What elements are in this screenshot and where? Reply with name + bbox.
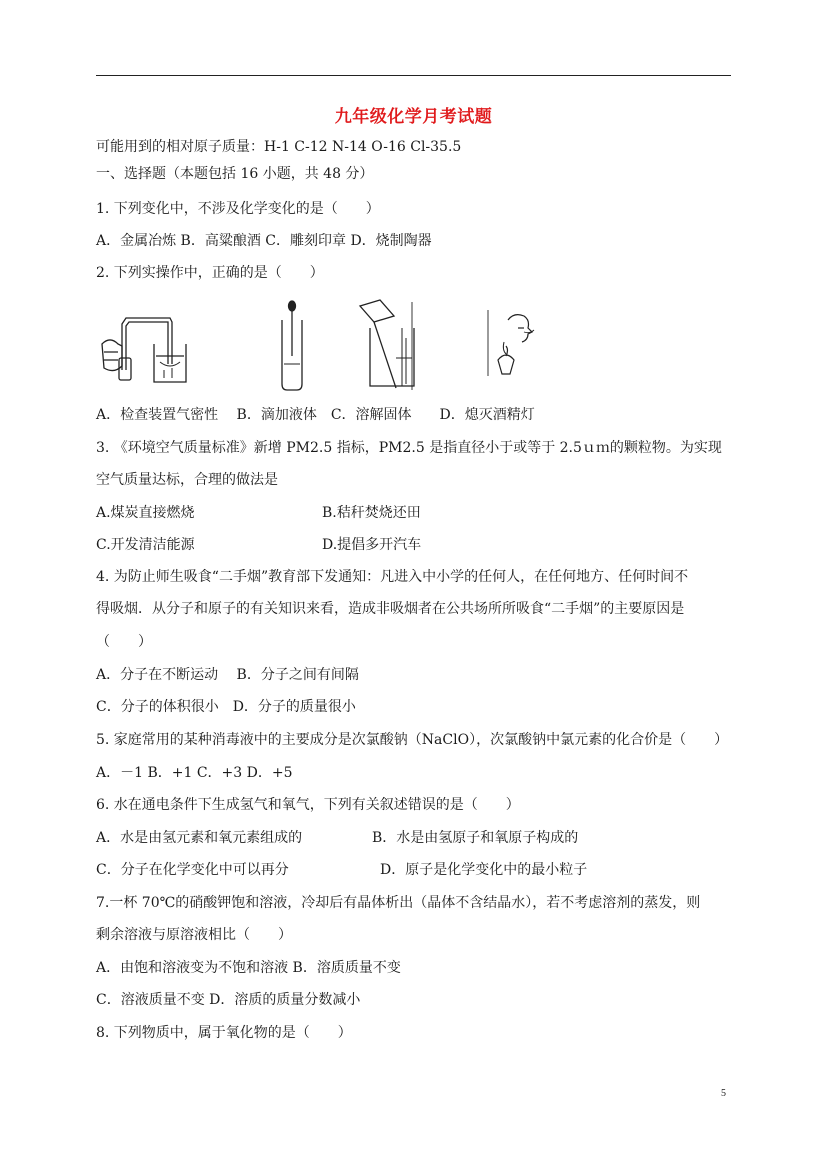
airtightness-check-figure [100,304,190,386]
q1-options: A．金属冶炼 B．高粱酿酒 C．雕刻印章 D．烧制陶器 [96,233,432,249]
q3-option-c: C.开发清洁能源 [96,537,195,553]
dropper-figure [272,298,310,392]
q6-option-d: D．原子是化学变化中的最小粒子 [380,862,588,878]
q3-stem-line2: 空气质量达标，合理的做法是 [96,472,278,488]
q4-stem-line3: （ ） [96,634,152,650]
q3-option-a: A.煤炭直接燃烧 [96,505,195,521]
q4-options-line1: A．分子在不断运动 B．分子之间有间隔 [96,667,359,683]
q3-option-b: B.秸秆焚烧还田 [322,505,421,521]
section-header: 一、选择题（本题包括 16 小题，共 48 分） [96,166,374,182]
q7-options-line1: A．由饱和溶液变为不饱和溶液 B．溶质质量不变 [96,960,401,976]
q6-option-c: C．分子在化学变化中可以再分 [96,862,289,878]
q7-options-line2: C．溶液质量不变 D．溶质的质量分数减小 [96,992,361,1008]
q2-stem: 2. 下列实操作中，正确的是（ ） [96,265,324,281]
dissolving-figure [356,298,416,392]
atomic-masses: 可能用到的相对原子质量：H-1 C-12 N-14 O-16 Cl-35.5 [96,139,462,155]
q1-stem: 1. 下列变化中，不涉及化学变化的是（ ） [96,201,380,217]
q3-option-d: D.提倡多开汽车 [322,537,422,553]
q4-stem-line1: 4. 为防止师生吸食“二手烟”教育部下发通知：凡进入中小学的任何人，在任何地方、任何时间不 [96,569,689,585]
q7-stem-line1: 7.一杯 70℃的硝酸钾饱和溶液，冷却后有晶体析出（晶体不含结晶水），若不考虑溶剂的蒸发，则 [96,895,701,911]
q5-options: A．－1 B．+1 C．+3 D．+5 [96,765,293,781]
q8-stem: 8. 下列物质中，属于氧化物的是（ ） [96,1025,352,1041]
q5-stem: 5. 家庭常用的某种消毒液中的主要成分是次氯酸钠（NaClO），次氯酸钠中氯元素的化合价是（ ） [96,732,729,748]
header-rule [96,75,731,76]
page-number: 5 [721,1088,726,1099]
q6-option-a: A．水是由氢元素和氧元素组成的 [96,830,303,846]
q4-stem-line2: 得吸烟．从分子和原子的有关知识来看，造成非吸烟者在公共场所所吸食“二手烟”的主要原因是 [96,601,685,617]
alcohol-lamp-figure [484,306,542,380]
q3-stem-line1: 3. 《环境空气质量标准》新增 PM2.5 指标，PM2.5 是指直径小于或等于 2.5ｕｍ的颗粒物。为实现 [96,440,722,456]
q6-option-b: B．水是由氢原子和氧原子构成的 [372,830,579,846]
q4-options-line2: C．分子的体积很小 D．分子的质量很小 [96,699,356,715]
page-title: 九年级化学月考试题 [334,107,493,127]
q2-options: A．检查装置气密性 B．滴加液体 C．溶解固体 D．熄灭酒精灯 [96,407,535,423]
q7-stem-line2: 剩余溶液与原溶液相比（ ） [96,927,292,943]
q6-stem: 6. 水在通电条件下生成氢气和氧气，下列有关叙述错误的是（ ） [96,797,520,813]
